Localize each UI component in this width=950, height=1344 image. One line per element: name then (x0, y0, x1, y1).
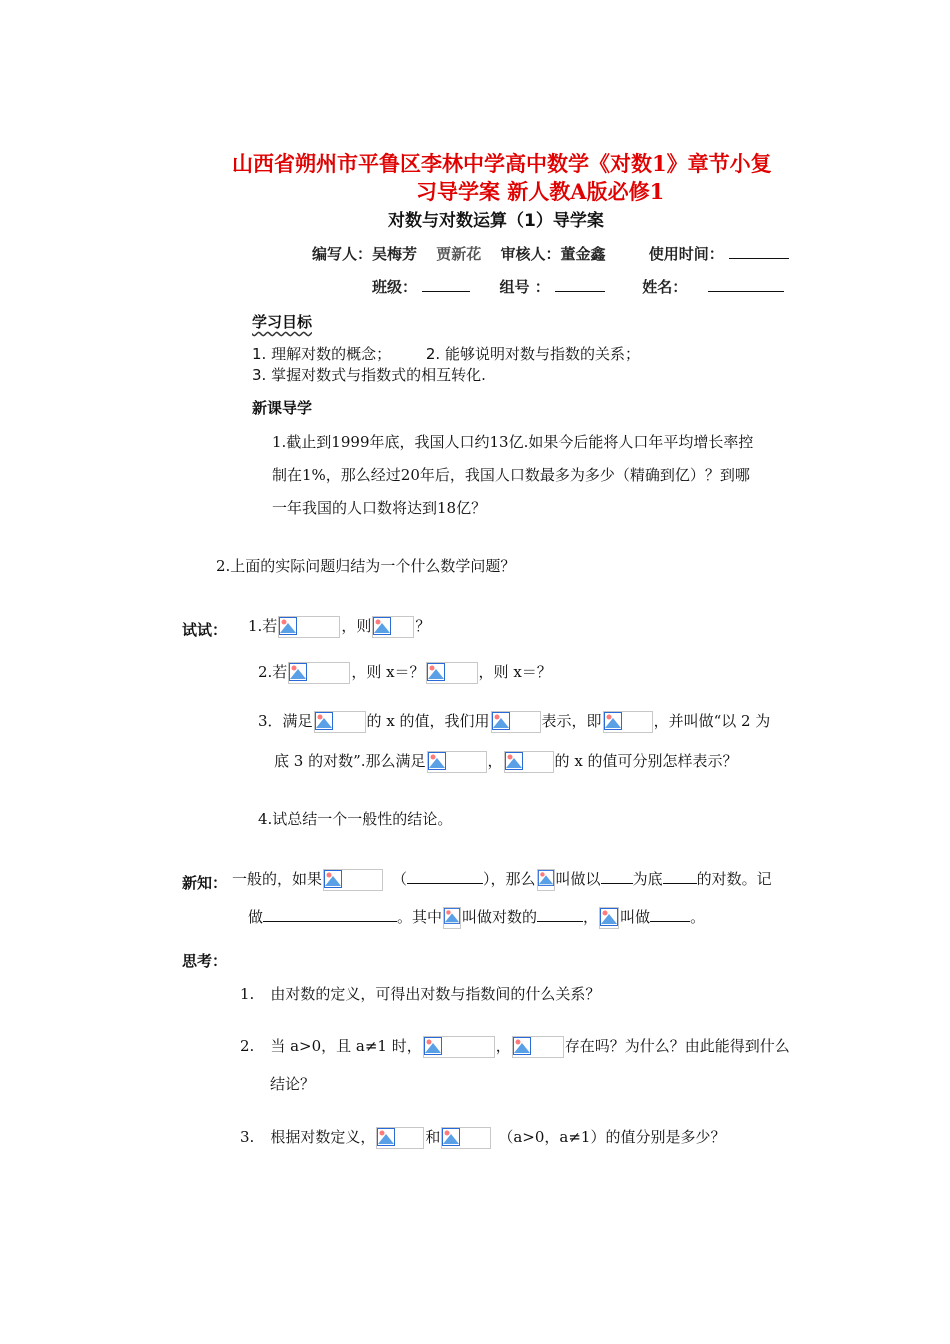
try-q1 (248, 615, 430, 638)
formula-image-icon (441, 1127, 491, 1149)
try-q1-text-c: ？ (415, 617, 431, 635)
formula-image-icon (491, 711, 541, 733)
objective-3: 3. 掌握对数式与指数式的相互转化. (252, 366, 486, 384)
newknow-text-f: 的对数。记 (696, 870, 772, 888)
newknow-line1 (232, 868, 772, 891)
newknow-label: 新知： (182, 874, 228, 892)
think-q1 (240, 983, 600, 1004)
try-q2-text-b: ，则 x＝？ (351, 663, 425, 681)
try-q3-text-b: 的 x 的值，我们用 (366, 712, 490, 730)
newknow-text-i: 叫做对数的 (462, 908, 538, 926)
try-q3-text-e: 底 3 的对数”.那么满足 (274, 752, 426, 770)
name-blank (708, 277, 784, 292)
group-label: 组号 ： (499, 278, 550, 296)
think-q3-text-a: 根据对数定义， (270, 1128, 376, 1146)
blank-base (601, 869, 633, 884)
formula-image-icon (288, 662, 350, 684)
time-blank (729, 244, 789, 259)
info-row-1 (312, 243, 789, 264)
group-blank (555, 277, 605, 292)
name-label: 姓名： (642, 278, 688, 296)
writer-label: 编写人：吴梅芳 (312, 245, 418, 263)
newknow-text-h: 。其中 (397, 908, 443, 926)
doc-subtitle: 对数与对数运算（1）导学案 (388, 211, 604, 231)
formula-image-icon (423, 1036, 495, 1058)
try-q3-text-g: 的 x 的值可分别怎样表示？ (554, 752, 738, 770)
formula-image-icon (426, 662, 478, 684)
newknow-text-b: （ (392, 870, 408, 888)
think-label: 思考： (182, 952, 228, 970)
try-q3-text-a: 3．满足 (258, 712, 313, 730)
formula-image-icon (314, 711, 366, 733)
objective-2: 2. 能够说明对数与指数的关系； (425, 345, 640, 363)
class-label: 班级： (372, 278, 418, 296)
writer2-label: 贾新花 (436, 245, 482, 263)
blank-notation (263, 907, 397, 922)
doc-title-line2: 习导学案 新人教A版必修1 (416, 179, 665, 204)
intro-heading: 新课导学 (252, 399, 313, 417)
newknow-text-g: 做 (248, 908, 264, 926)
formula-image-icon (504, 751, 554, 773)
newknow-line2 (248, 906, 705, 929)
newknow-text-j: ， (583, 908, 599, 926)
intro-p1-line2: 制在1%，那么经过20年后，我国人口数最多为多少（精确到亿）？到哪 (272, 466, 750, 484)
try-q2-text-a: 2.若 (258, 663, 288, 681)
formula-image-icon (372, 616, 414, 638)
try-q3-line1 (258, 710, 770, 733)
class-blank (422, 277, 470, 292)
try-q3-text-d: ，并叫做“以 2 为 (653, 712, 771, 730)
think-q3-text-b: 和 (425, 1128, 441, 1146)
try-q3-text-f: ， (487, 752, 503, 770)
try-q1-text-a: 1.若 (248, 617, 278, 635)
objectives-row-1 (252, 343, 640, 364)
think-q2-text-c: 存在吗？为什么？由此能得到什么 (564, 1037, 790, 1055)
try-q2-text-c: ，则 x＝？ (478, 663, 552, 681)
formula-image-icon (323, 869, 383, 891)
formula-image-icon (443, 907, 461, 929)
think-q1-text: 由对数的定义，可得出对数与指数间的什么关系？ (270, 985, 601, 1003)
think-q3-number: 3. (240, 1128, 255, 1146)
try-q3-text-c: 表示，即 (541, 712, 602, 730)
newknow-text-l: 。 (690, 908, 706, 926)
try-q4: 4.试总结一个一般性的结论。 (258, 810, 453, 828)
blank-condition (407, 869, 483, 884)
newknow-text-e: 为底 (632, 870, 663, 888)
time-label: 使用时间： (648, 245, 724, 263)
formula-image-icon (603, 711, 653, 733)
think-q3 (240, 1126, 725, 1149)
info-row-2 (372, 276, 784, 297)
newknow-text-k: 叫做 (620, 908, 651, 926)
think-q2-text-a: 当 a>0，且 a≠1 时， (270, 1037, 422, 1055)
try-q3-line2 (274, 750, 738, 773)
doc-title-line1: 山西省朔州市平鲁区李林中学高中数学《对数1》章节小复 (232, 151, 772, 176)
newknow-text-c: ），那么 (483, 870, 536, 888)
objective-1: 1. 理解对数的概念； (252, 345, 392, 363)
newknow-text-a: 一般的，如果 (232, 870, 323, 888)
blank-term (537, 907, 583, 922)
think-q2-number: 2. (240, 1037, 255, 1055)
think-q2-line2: 结论？ (270, 1075, 316, 1093)
newknow-text-d: 叫做以 (555, 870, 601, 888)
intro-p1-line1: 1.截止到1999年底，我国人口约13亿.如果今后能将人口年平均增长率控 (272, 433, 754, 451)
think-q1-number: 1. (240, 985, 255, 1003)
formula-image-icon (599, 907, 619, 929)
formula-image-icon (537, 869, 555, 891)
try-label: 试试： (182, 621, 228, 639)
intro-p2: 2.上面的实际问题归结为一个什么数学问题？ (216, 557, 516, 575)
formula-image-icon (278, 616, 340, 638)
try-q2 (258, 661, 552, 684)
formula-image-icon (512, 1036, 564, 1058)
think-q2-text-b: ， (495, 1037, 511, 1055)
think-q3-text-c: （a>0，a≠1）的值分别是多少？ (498, 1128, 726, 1146)
blank-number (663, 869, 697, 884)
intro-p1-line3: 一年我国的人口数将达到18亿？ (272, 499, 487, 517)
blank-name (650, 907, 690, 922)
try-q1-text-b: ，则 (341, 617, 372, 635)
reviewer-label: 审核人：董金鑫 (500, 245, 606, 263)
think-q2-line1 (240, 1035, 790, 1058)
formula-image-icon (427, 751, 487, 773)
formula-image-icon (376, 1127, 424, 1149)
objectives-heading: 学习目标 (252, 313, 313, 331)
